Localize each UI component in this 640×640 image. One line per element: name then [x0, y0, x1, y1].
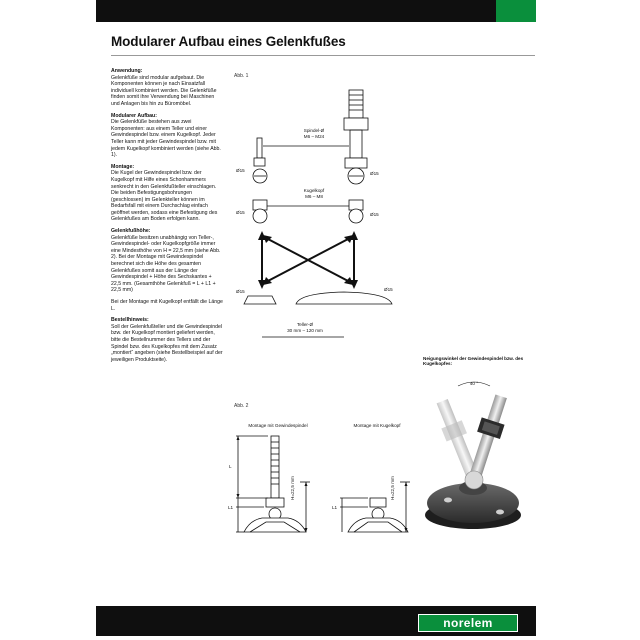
diameter-label: Ø15	[384, 287, 393, 292]
angle-label: 40 °	[469, 381, 479, 386]
section-body: Gelenkfüße besitzen unabhängig von Teller-, Gewindespindel- oder Kugelkopfgröße immer eine Mindesthöhe von H = 22,5 mm (siehe Abb. 2). Bei der Montage mit Gewindespindel berechnet sich die Höhe des gesamten Gelenkfußes somit aus der Länge der Gewindespindel + Höhe des Sechskantes + 22,5 mm. (Gesamthöhe Gelenkfuß = L + L1 + 22,5 mm)	[111, 234, 221, 294]
footer-bar	[96, 606, 536, 636]
diameter-label: Ø15	[236, 168, 245, 173]
section-body: Bei der Montage mit Kugelkopf entfällt die Länge L.	[111, 299, 223, 312]
diameter-label: Ø15	[370, 171, 379, 176]
section-heading: Anwendung:	[111, 68, 143, 74]
section-body: Soll der Gelenkfußteller und die Gewindespindel bzw. der Kugelkopf montiert geliefert werden, bitte die Bestellnummer des Tellers und der Spindel bzw. des Kugelkopfes mit dem Zusatz „montiert“ angeben (siehe Bestellbeispiel auf der jeweiligen Produktseite).	[111, 323, 223, 363]
section-body: Gelenkfüße sind modular aufgebaut. Die Komponenten können je nach Einsatzfall individuell kombiniert werden. Die Gelenkfüße finden somit ihre Verwendung bei Maschinen und Anlagen bis hin zu Büromöbel.	[111, 74, 217, 107]
photo-caption: Neigungswinkel der Gewindespindel bzw. des Kugelkopfes:	[423, 356, 524, 367]
figure2-label: Abb. 2	[234, 403, 249, 409]
spindel-range: M6 – M24	[303, 134, 325, 139]
dim-L1: L1	[228, 505, 234, 510]
dim-H: H=22,5 mm	[290, 476, 295, 500]
spindel-label: Spindel-Ø	[303, 128, 325, 133]
teller-label: Teller-Ø	[296, 322, 314, 327]
kugelkopf-range: M6 – M8	[305, 194, 323, 199]
dim-L1: L1	[332, 505, 338, 510]
page-title: Modularer Aufbau eines Gelenkfußes	[111, 34, 346, 49]
section-heading: Modularer Aufbau:	[111, 112, 157, 119]
section-heading: Montage:	[111, 163, 135, 170]
caption-gewindespindel: Montage mit Gewindespindel	[248, 423, 308, 428]
section-body: Die Kugel der Gewindespindel bzw. der Kugelkopf mit Hilfe eines Schonhammers senkrecht in den Gelenkfußteller einschlagen. Die beiden Befestigungsbohrungen (geschlossen) im Gelenkteller können im Bedarfsfall mit einem Durchschlag einfach geöffnet werden, sodass eine Befestigung des Gelenkfußes am Boden erfolgen kann.	[111, 170, 218, 223]
figure1-label: Abb. 1	[234, 73, 249, 79]
diameter-label: Ø15	[370, 212, 379, 217]
kugelkopf-label: Kugelkopf	[303, 188, 325, 193]
teller-range: 30 mm – 120 mm	[287, 328, 323, 333]
diameter-label: Ø15	[236, 289, 245, 294]
norelem-logo: norelem	[418, 614, 518, 632]
section-heading: Bestellhinweis:	[111, 317, 149, 324]
diameter-label: Ø15	[236, 210, 245, 215]
caption-kugelkopf: Montage mit Kugelkopf	[353, 423, 401, 428]
dim-H: H=22,5 mm	[390, 476, 395, 500]
section-body: Die Gelenkfüße bestehen aus zwei Komponenten: aus einem Teller und einer Gewindespindel bzw. einem Kugelkopf. Jeder Teller kann mit jeder Gewindespindel bzw. mit jedem Kugelkopf kombiniert werden (siehe Abb. 1).	[111, 119, 221, 159]
dim-L: L	[229, 464, 232, 469]
section-heading: Gelenkfußhöhe:	[111, 228, 151, 235]
